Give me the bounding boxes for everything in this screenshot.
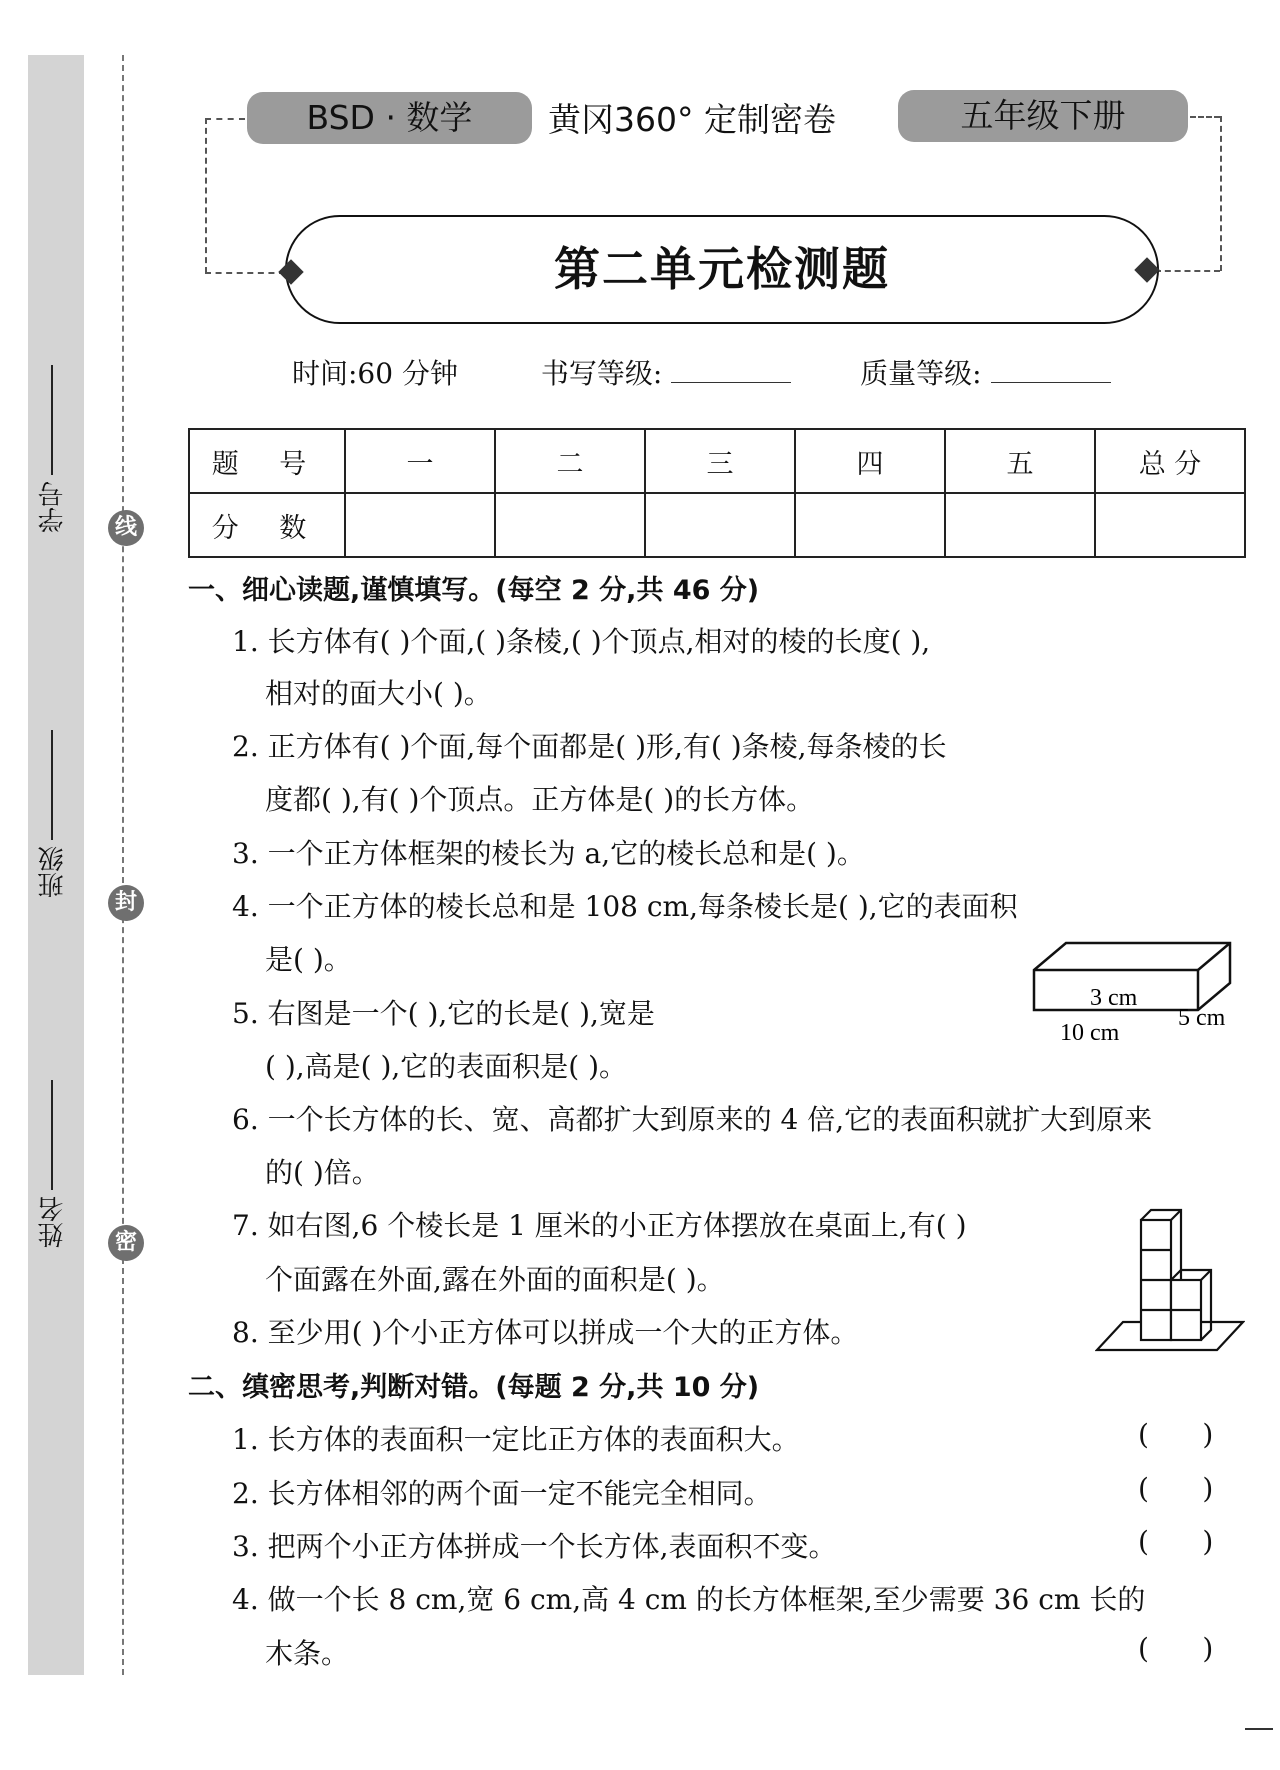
name-field[interactable] [34, 1080, 71, 1248]
header-dash-left-b [205, 272, 285, 274]
q2-line-2: 度都( ),有( )个顶点。正方体是( )的长方体。 [265, 783, 815, 816]
header-dash-left-v [205, 118, 207, 273]
judge-q4-answer[interactable]: ( ) [1138, 1632, 1214, 1665]
q5-line-1: 5. 右图是一个( ),它的长是( ),宽是 [232, 997, 655, 1030]
time-text: 时间:60 分钟 [292, 357, 458, 390]
q1-line-1: 1. 长方体有( )个面,( )条棱,( )个顶点,相对的棱的长度( ), [232, 625, 931, 658]
seal-seal-mark: 封 [108, 885, 144, 921]
class-label: 班级 [38, 846, 68, 898]
class-field[interactable] [34, 730, 71, 898]
judge-q3: 3. 把两个小正方体拼成一个长方体,表面积不变。 [232, 1530, 837, 1563]
student-id-label: 学号 [38, 481, 68, 533]
header-dash-right-h [1190, 116, 1220, 118]
series-title: 黄冈360° 定制密卷 [548, 100, 836, 139]
score-table-score-row [189, 493, 1245, 557]
quality-grade-blank[interactable] [991, 362, 1111, 383]
page-edge-mark [1245, 1728, 1273, 1730]
header-dash-right-b [1155, 270, 1220, 272]
score-row-label: 题 号 [189, 429, 345, 493]
score-table [188, 428, 1246, 558]
grade-pill: 五年级下册 [898, 90, 1188, 142]
q8-line-1: 8. 至少用( )个小正方体可以拼成一个大的正方体。 [232, 1316, 859, 1349]
binding-dashed-line [122, 55, 124, 1675]
q2-line-1: 2. 正方体有( )个面,每个面都是( )形,有( )条棱,每条棱的长 [232, 730, 947, 763]
stacked-cubes-figure [1095, 1200, 1245, 1355]
score-cell[interactable] [945, 493, 1095, 557]
score-cell[interactable] [345, 493, 495, 557]
seal-secret-mark: 密 [108, 1225, 144, 1261]
score-cell[interactable] [495, 493, 645, 557]
score-cell[interactable] [645, 493, 795, 557]
header-dash-right-v [1220, 116, 1222, 271]
page-title: 第二单元检测题 [285, 215, 1159, 324]
writing-grade-blank[interactable] [671, 362, 791, 383]
quality-grade-label: 质量等级: [860, 357, 982, 390]
judge-q2-answer[interactable]: ( ) [1138, 1472, 1214, 1505]
subject-pill: BSD · 数学 [247, 92, 532, 144]
seal-line-mark: 线 [108, 510, 144, 546]
name-label: 姓名 [38, 1196, 68, 1248]
q4-line-1: 4. 一个正方体的棱长总和是 108 cm,每条棱长是( ),它的表面积 [232, 890, 1018, 923]
cuboid-length-label: 10 cm [1060, 1020, 1120, 1046]
q6-line-2: 的( )倍。 [265, 1156, 380, 1189]
writing-grade-label: 书写等级: [540, 357, 663, 390]
score-col-5: 五 [945, 429, 1095, 493]
header-dash-left-h [205, 118, 245, 120]
cuboid-width-label: 5 cm [1178, 1005, 1226, 1031]
judge-q4-line-1: 4. 做一个长 8 cm,宽 6 cm,高 4 cm 的长方体框架,至少需要 36 cm 长的 [232, 1583, 1146, 1616]
judge-q4-line-2: 木条。 [265, 1637, 350, 1670]
q4-line-2: 是( )。 [265, 943, 352, 976]
score-table-header-row [189, 429, 1245, 493]
score-cell[interactable] [1095, 493, 1245, 557]
q5-line-2: ( ),高是( ),它的表面积是( )。 [265, 1050, 628, 1083]
score-col-total: 总 分 [1095, 429, 1245, 493]
judge-q3-answer[interactable]: ( ) [1138, 1525, 1214, 1558]
judge-q1-answer[interactable]: ( ) [1138, 1418, 1214, 1451]
cuboid-height-label: 3 cm [1090, 985, 1138, 1011]
score-col-3: 三 [645, 429, 795, 493]
class-blank[interactable] [52, 730, 54, 840]
score-row2-label: 分 数 [189, 493, 345, 557]
score-cell[interactable] [795, 493, 945, 557]
judge-q2: 2. 长方体相邻的两个面一定不能完全相同。 [232, 1477, 772, 1510]
score-col-4: 四 [795, 429, 945, 493]
cuboid-edge [1198, 943, 1230, 970]
exam-meta [292, 352, 1192, 392]
student-id-field[interactable] [34, 365, 71, 533]
q7-line-2: 个面露在外面,露在外面的面积是( )。 [265, 1263, 725, 1296]
q3-line-1: 3. 一个正方体框架的棱长为 a,它的棱长总和是( )。 [232, 837, 865, 870]
q1-line-2: 相对的面大小( )。 [265, 677, 492, 710]
name-blank[interactable] [52, 1080, 54, 1190]
cuboid-figure [1030, 935, 1245, 1050]
section1-heading: 一、细心读题,谨慎填写。(每空 2 分,共 46 分) [188, 575, 760, 606]
section2-heading: 二、缜密思考,判断对错。(每题 2 分,共 10 分) [188, 1372, 760, 1403]
judge-q1: 1. 长方体的表面积一定比正方体的表面积大。 [232, 1423, 800, 1456]
score-col-1: 一 [345, 429, 495, 493]
q7-line-1: 7. 如右图,6 个棱长是 1 厘米的小正方体摆放在桌面上,有( ) [232, 1209, 967, 1242]
student-id-blank[interactable] [52, 365, 54, 475]
score-col-2: 二 [495, 429, 645, 493]
q6-line-1: 6. 一个长方体的长、宽、高都扩大到原来的 4 倍,它的表面积就扩大到原来 [232, 1103, 1153, 1136]
